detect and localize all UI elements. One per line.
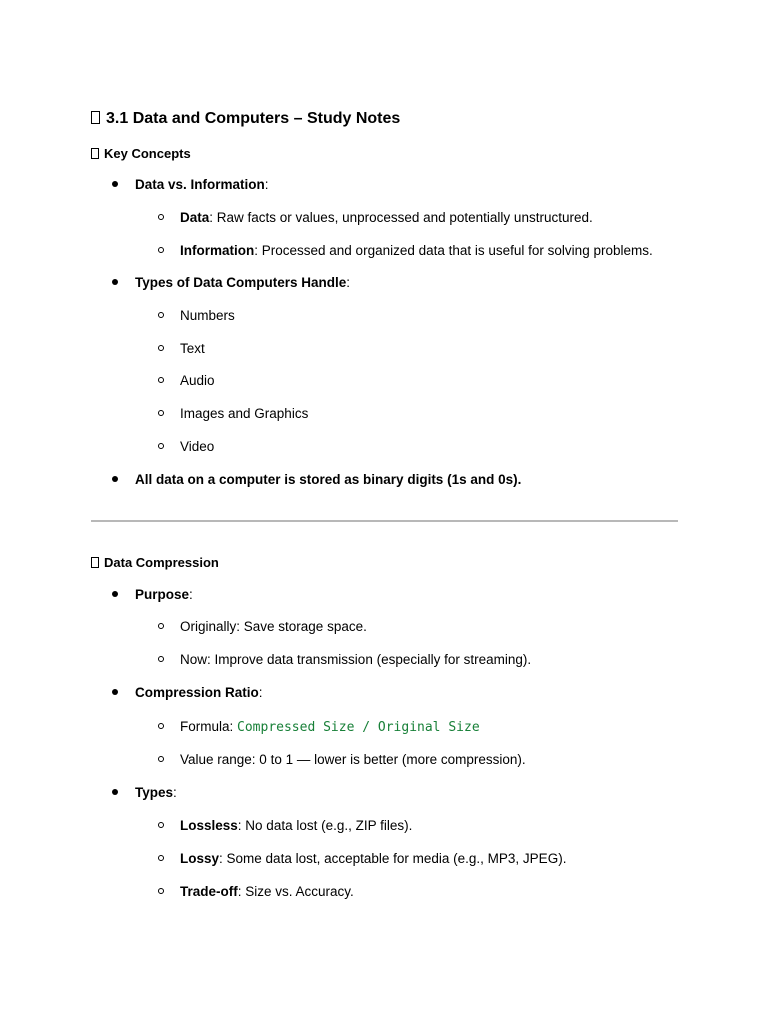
circle-bullet-icon	[158, 308, 164, 324]
list-item-type-lossy	[180, 851, 566, 867]
item-suffix: :	[264, 177, 269, 192]
term: Lossy	[180, 851, 220, 866]
list-item-type: Audio	[180, 373, 215, 388]
compression-heading-text: Data Compression	[104, 555, 219, 570]
list-item-purpose-detail: Originally: Save storage space.	[180, 619, 367, 634]
horizontal-divider	[91, 520, 678, 522]
list-item-data-vs-info	[135, 177, 269, 193]
term: Trade-off	[180, 884, 238, 899]
item-label: Types of Data Computers Handle	[135, 275, 347, 290]
list-item-type: Images and Graphics	[180, 406, 309, 421]
bullet-icon	[112, 785, 118, 801]
circle-bullet-icon	[158, 373, 164, 389]
compression-heading	[91, 555, 219, 570]
term: Information	[180, 243, 255, 258]
list-item-info-def	[180, 243, 653, 259]
page-title	[91, 110, 400, 128]
bullet-icon	[112, 685, 118, 701]
list-item-type-tradeoff	[180, 884, 354, 900]
formula-prefix: Formula:	[180, 719, 238, 734]
circle-bullet-icon	[158, 851, 164, 867]
term: Data	[180, 210, 210, 225]
bullet-icon	[112, 177, 118, 193]
definition: : Raw facts or values, unprocessed and potentially unstructured.	[209, 210, 593, 225]
term: Lossless	[180, 818, 238, 833]
definition: : Size vs. Accuracy.	[237, 884, 354, 899]
circle-bullet-icon	[158, 406, 164, 422]
circle-bullet-icon	[158, 884, 164, 900]
item-suffix: :	[189, 587, 193, 602]
item-label: Purpose	[135, 587, 190, 602]
bullet-icon	[112, 275, 118, 291]
circle-bullet-icon	[158, 752, 164, 768]
item-label: Types	[135, 785, 174, 800]
item-label: Data vs. Information	[135, 177, 265, 192]
list-item-purpose	[135, 587, 193, 603]
list-item-type: Numbers	[180, 308, 235, 323]
list-item-type: Text	[180, 341, 205, 356]
circle-bullet-icon	[158, 210, 164, 226]
emoji-placeholder-icon	[91, 148, 99, 159]
list-item-type-lossless	[180, 818, 412, 834]
list-item-type: Video	[180, 439, 215, 454]
list-item-data-def	[180, 210, 593, 226]
circle-bullet-icon	[158, 341, 164, 357]
list-item-purpose-detail: Now: Improve data transmission (especially for streaming).	[180, 652, 532, 667]
item-suffix: :	[258, 685, 263, 700]
item-label: Compression Ratio	[135, 685, 259, 700]
list-item-binary-note: All data on a computer is stored as binary digits (1s and 0s).	[135, 472, 522, 487]
circle-bullet-icon	[158, 818, 164, 834]
key-concepts-heading-text: Key Concepts	[104, 146, 191, 161]
item-suffix: :	[173, 785, 177, 800]
emoji-placeholder-icon	[91, 111, 100, 124]
circle-bullet-icon	[158, 439, 164, 455]
circle-bullet-icon	[158, 243, 164, 259]
definition: : Processed and organized data that is useful for solving problems.	[254, 243, 653, 258]
page-title-text: 3.1 Data and Computers – Study Notes	[106, 110, 401, 127]
list-item-types-handled	[135, 275, 350, 291]
definition: : No data lost (e.g., ZIP files).	[237, 818, 413, 833]
bullet-icon	[112, 472, 118, 488]
list-item-formula	[180, 719, 480, 736]
formula-code: Compressed Size / Original Size	[237, 720, 480, 735]
list-item-compression-ratio	[135, 685, 263, 701]
circle-bullet-icon	[158, 652, 164, 668]
emoji-placeholder-icon	[91, 557, 99, 568]
item-suffix: :	[346, 275, 351, 290]
circle-bullet-icon	[158, 719, 164, 735]
bullet-icon	[112, 587, 118, 603]
circle-bullet-icon	[158, 619, 164, 635]
document-page	[91, 0, 681, 1024]
key-concepts-heading	[91, 146, 191, 161]
list-item-value-range: Value range: 0 to 1 — lower is better (more compression).	[180, 752, 526, 767]
definition: : Some data lost, acceptable for media (e.g., MP3, JPEG).	[219, 851, 567, 866]
list-item-types	[135, 785, 177, 801]
